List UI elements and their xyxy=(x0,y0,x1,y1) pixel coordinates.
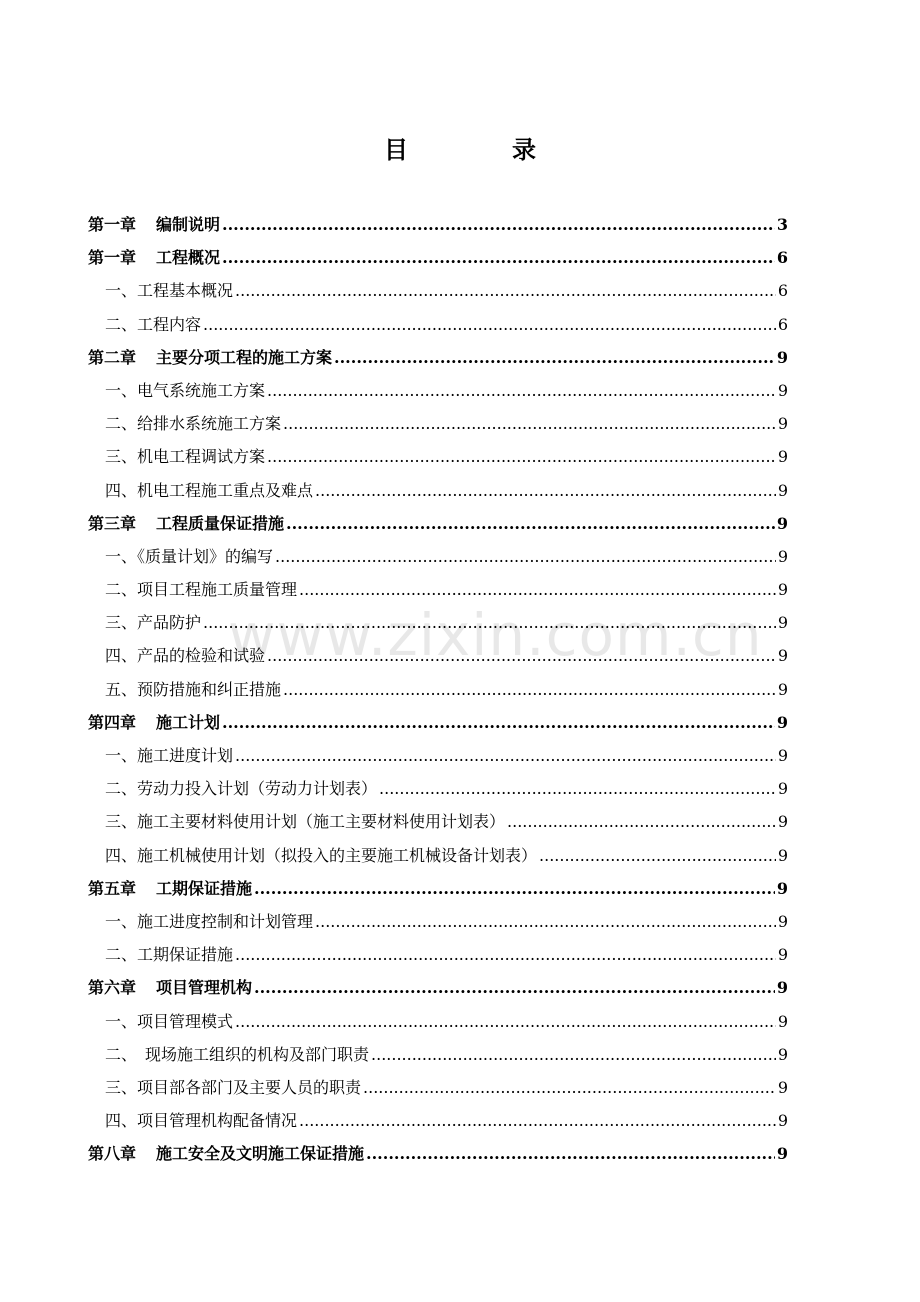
toc-entry-chapter[interactable] xyxy=(88,208,788,241)
toc-entry-label xyxy=(88,341,332,374)
leader-dots xyxy=(315,905,776,938)
page-number: 9 xyxy=(777,480,788,500)
page-number: 9 xyxy=(777,546,788,566)
leader-dots xyxy=(275,540,776,573)
page-number: 6 xyxy=(776,248,788,268)
toc-entry-label xyxy=(88,1137,364,1170)
entry-text: 二、工程内容 xyxy=(105,314,202,334)
entry-text: 二、给排水系统施工方案 xyxy=(105,414,282,434)
page-number: 9 xyxy=(777,945,788,965)
chapter-number: 第三章 xyxy=(88,513,137,533)
page-number: 9 xyxy=(777,580,788,600)
toc-entry-section[interactable] xyxy=(88,938,788,971)
page-number: 9 xyxy=(776,978,788,998)
leader-dots xyxy=(222,706,775,739)
leader-dots xyxy=(299,573,776,606)
leader-dots xyxy=(235,938,776,971)
page-number: 9 xyxy=(777,1011,788,1031)
page-number: 9 xyxy=(777,1111,788,1131)
toc-entry-section[interactable] xyxy=(88,639,788,672)
entry-text: 一、施工进度控制和计划管理 xyxy=(105,911,314,931)
page-number: 9 xyxy=(777,646,788,666)
leader-dots xyxy=(254,971,775,1004)
entry-text: 五、预防措施和纠正措施 xyxy=(105,679,282,699)
entry-text: 三、施工主要材料使用计划（施工主要材料使用计划表） xyxy=(105,812,506,832)
toc-entry-section[interactable] xyxy=(88,905,788,938)
page-number: 6 xyxy=(777,314,788,334)
page-number: 9 xyxy=(777,414,788,434)
toc-entry-chapter[interactable] xyxy=(88,1137,788,1170)
entry-text: 四、项目管理机构配备情况 xyxy=(105,1111,298,1131)
leader-dots xyxy=(334,341,775,374)
toc-title: 目 录 xyxy=(384,135,576,164)
leader-dots xyxy=(507,805,776,838)
page-number: 6 xyxy=(777,281,788,301)
toc-entry-section[interactable] xyxy=(88,407,788,440)
entry-text: 四、施工机械使用计划（拟投入的主要施工机械设备计划表） xyxy=(105,845,538,865)
leader-dots xyxy=(203,606,776,639)
table-of-contents xyxy=(88,208,788,1170)
chapter-number: 第一章 xyxy=(88,215,137,234)
page-number: 9 xyxy=(777,613,788,633)
entry-text: 三、产品防护 xyxy=(105,613,202,633)
entry-text: 施工安全及文明施工保证措施 xyxy=(156,1144,365,1164)
leader-dots xyxy=(539,839,776,872)
toc-entry-chapter[interactable] xyxy=(88,241,788,274)
entry-text: 编制说明 xyxy=(156,215,221,234)
leader-dots xyxy=(267,639,776,672)
toc-entry-section[interactable] xyxy=(88,374,788,407)
toc-entry-section[interactable] xyxy=(88,673,788,706)
page-number: 9 xyxy=(776,347,788,367)
leader-dots xyxy=(267,440,776,473)
leader-dots xyxy=(283,673,776,706)
chapter-number: 第八章 xyxy=(88,1144,137,1164)
page-number: 9 xyxy=(777,845,788,865)
page-number: 9 xyxy=(777,679,788,699)
leader-dots xyxy=(371,1038,776,1071)
entry-text: 项目管理机构 xyxy=(156,978,253,998)
entry-text: 二、劳动力投入计划（劳动力计划表） xyxy=(105,779,378,799)
entry-text: 二、工期保证措施 xyxy=(105,945,234,965)
toc-entry-section[interactable] xyxy=(88,839,788,872)
toc-entry-chapter[interactable] xyxy=(88,971,788,1004)
toc-entry-chapter[interactable] xyxy=(88,341,788,374)
page-number: 9 xyxy=(777,1044,788,1064)
entry-text: 工程概况 xyxy=(156,248,221,268)
leader-dots xyxy=(222,241,775,274)
watermark: www.zixin.com.cn xyxy=(228,601,763,669)
toc-entry-label xyxy=(88,208,220,241)
page-number: 9 xyxy=(776,513,788,533)
page-number: 9 xyxy=(777,380,788,400)
leader-dots xyxy=(363,1071,776,1104)
entry-text: 四、产品的检验和试验 xyxy=(105,646,266,666)
toc-entry-section[interactable] xyxy=(88,308,788,341)
leader-dots xyxy=(283,407,776,440)
toc-entry-section[interactable] xyxy=(88,274,788,307)
chapter-number: 第五章 xyxy=(88,878,137,898)
entry-text: 一、《质量计划》的编写 xyxy=(105,546,274,566)
toc-entry-label xyxy=(88,872,252,905)
entry-text: 三、项目部各部门及主要人员的职责 xyxy=(105,1077,362,1097)
toc-entry-chapter[interactable] xyxy=(88,507,788,540)
toc-entry-label xyxy=(88,241,220,274)
entry-text: 工程质量保证措施 xyxy=(156,513,285,533)
toc-entry-section[interactable] xyxy=(88,440,788,473)
entry-text: 施工计划 xyxy=(156,712,221,732)
leader-dots xyxy=(379,772,776,805)
toc-entry-chapter[interactable] xyxy=(88,706,788,739)
leader-dots xyxy=(366,1137,775,1170)
toc-entry-section[interactable] xyxy=(88,474,788,507)
toc-entry-section[interactable] xyxy=(88,739,788,772)
toc-entry-label xyxy=(88,971,252,1004)
toc-entry-section[interactable] xyxy=(88,805,788,838)
entry-text: 三、机电工程调试方案 xyxy=(105,447,266,467)
leader-dots xyxy=(235,274,776,307)
page-number: 9 xyxy=(776,878,788,898)
page-number: 9 xyxy=(776,712,788,732)
toc-entry-section[interactable] xyxy=(88,1104,788,1137)
entry-text: 一、电气系统施工方案 xyxy=(105,380,266,400)
toc-entry-label xyxy=(88,507,284,540)
page-number: 9 xyxy=(777,779,788,799)
leader-dots xyxy=(267,374,776,407)
toc-entry-section[interactable] xyxy=(88,540,788,573)
entry-text: 一、工程基本概况 xyxy=(105,281,234,301)
page-number: 9 xyxy=(777,812,788,832)
entry-text: 一、施工进度计划 xyxy=(105,746,234,765)
leader-dots xyxy=(315,474,776,507)
toc-entry-section[interactable] xyxy=(88,772,788,805)
leader-dots xyxy=(299,1104,776,1137)
page-number: 9 xyxy=(777,911,788,931)
page-number: 3 xyxy=(776,215,788,234)
page-number: 9 xyxy=(777,746,788,765)
toc-entry-section[interactable] xyxy=(88,606,788,639)
toc-entry-section[interactable] xyxy=(88,573,788,606)
entry-text: 主要分项工程的施工方案 xyxy=(156,347,333,367)
leader-dots xyxy=(203,308,776,341)
page-number: 9 xyxy=(777,447,788,467)
entry-text: 二、 现场施工组织的机构及部门职责 xyxy=(105,1044,370,1064)
toc-entry-section[interactable] xyxy=(88,1038,788,1071)
entry-text: 工期保证措施 xyxy=(156,878,253,898)
toc-entry-label xyxy=(88,706,220,739)
leader-dots xyxy=(235,739,776,772)
entry-text: 四、机电工程施工重点及难点 xyxy=(105,480,314,500)
leader-dots xyxy=(222,208,775,241)
leader-dots xyxy=(254,872,775,905)
chapter-number: 第一章 xyxy=(88,248,137,268)
toc-entry-section[interactable] xyxy=(88,1005,788,1038)
chapter-number: 第四章 xyxy=(88,712,137,732)
entry-text: 一、项目管理模式 xyxy=(105,1011,234,1031)
toc-entry-section[interactable] xyxy=(88,1071,788,1104)
chapter-number: 第二章 xyxy=(88,347,137,367)
toc-entry-chapter[interactable] xyxy=(88,872,788,905)
leader-dots xyxy=(286,507,775,540)
page-number: 9 xyxy=(776,1144,788,1164)
entry-text: 二、项目工程施工质量管理 xyxy=(105,580,298,600)
leader-dots xyxy=(235,1005,776,1038)
page-number: 9 xyxy=(777,1077,788,1097)
chapter-number: 第六章 xyxy=(88,978,137,998)
